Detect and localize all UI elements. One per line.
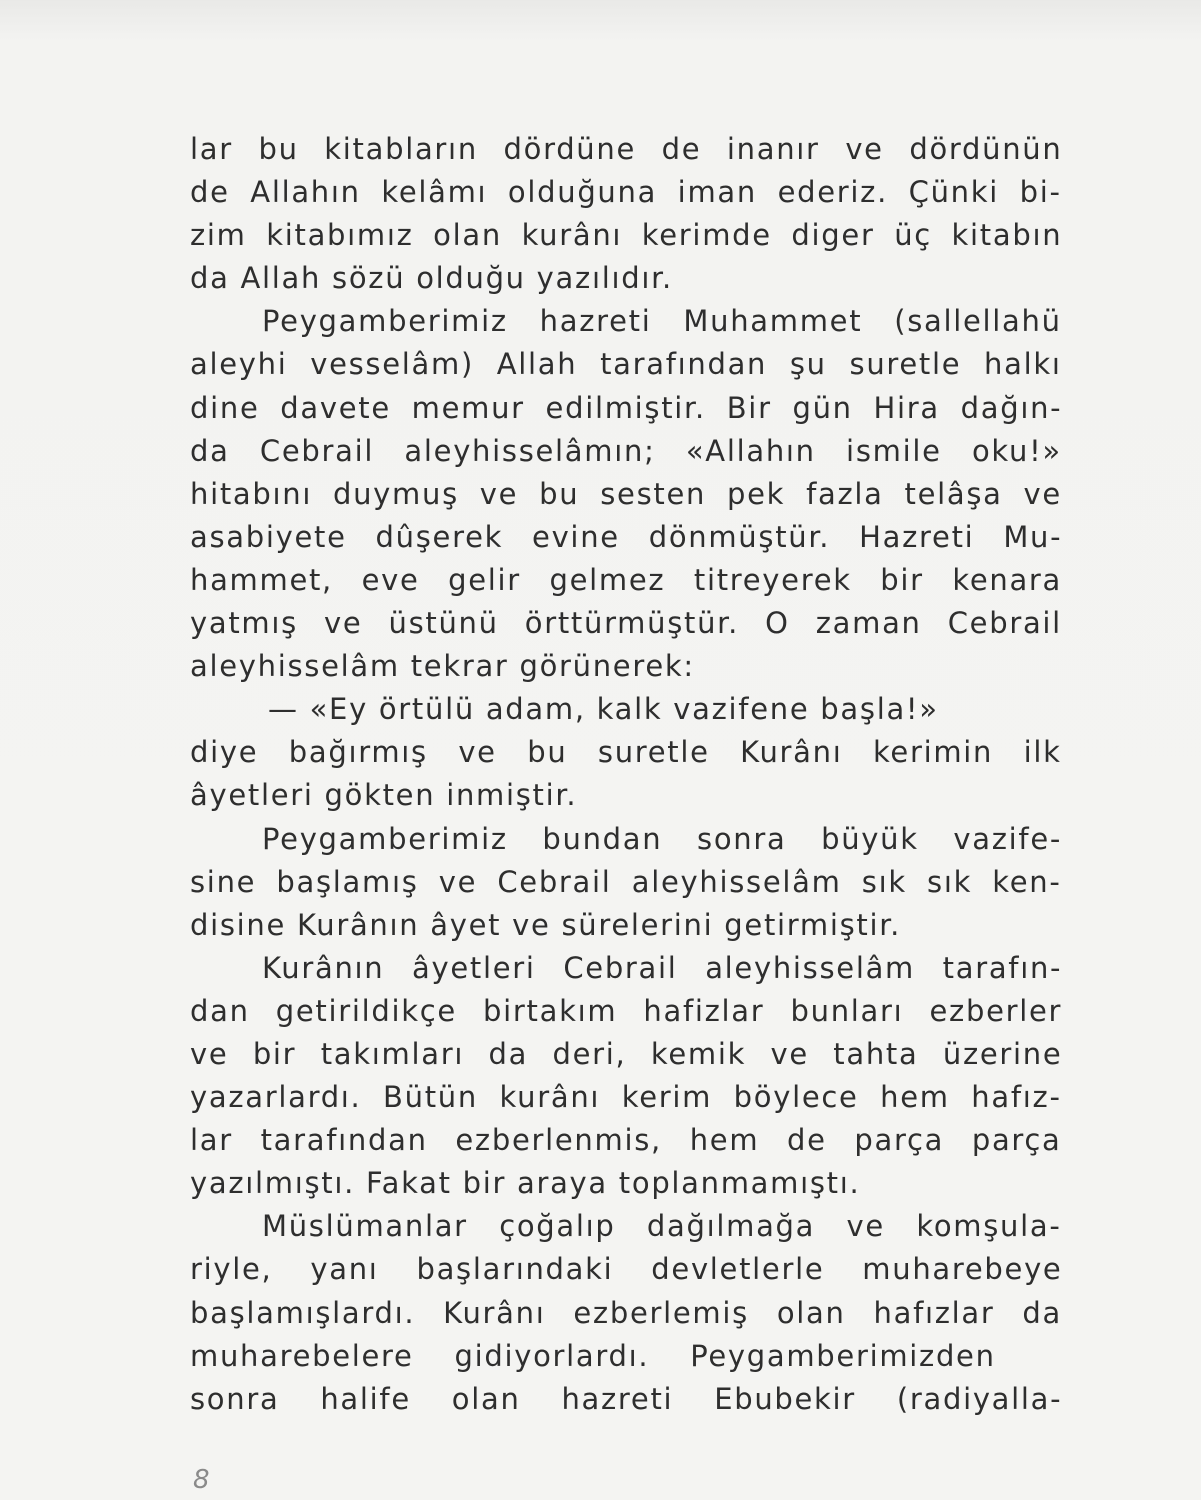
text-line: yatmış ve üstünü örttürmüştür. O zaman Cebrail [190, 606, 1062, 641]
text-line: hammet, eve gelir gelmez titreyerek bir kenara [190, 562, 1063, 597]
text-line: aleyhisselâm tekrar görünerek: [190, 649, 695, 684]
text-line: zim kitabımız olan kurânı kerimde diger üç kitabın [190, 218, 1063, 253]
text-line: lar tarafından ezberlenmis, hem de parça parça [190, 1123, 1062, 1158]
text-line: yazarlardı. Bütün kurânı kerim böylece hem hafız- [190, 1080, 1062, 1115]
text-line: — «Ey örtülü adam, kalk vazifene başla!» [268, 692, 939, 727]
text-line: disine Kurânın âyet ve sürelerini getirmiştir. [190, 907, 902, 942]
text-line: hitabını duymuş ve bu sesten pek fazla telâşa ve [190, 476, 1062, 511]
text-line: dan getirildikçe birtakım hafizlar bunları ezberler [190, 993, 1063, 1028]
text-line: dine davete memur edilmiştir. Bir gün Hira dağın- [190, 390, 1063, 425]
text-line: yazılmıştı. Fakat bir araya toplanmamıştı. [190, 1166, 861, 1201]
text-line: da Allah sözü olduğu yazılıdır. [190, 261, 673, 296]
text-line: ve bir takımları da deri, kemik ve tahta üzerine [190, 1036, 1063, 1071]
text-line: muharebelere gidiyorlardı. Peygamberimizden [190, 1338, 996, 1373]
page-number: 8 [193, 1465, 211, 1495]
text-line: sonra halife olan hazreti Ebubekir (radiyalla- [190, 1381, 1063, 1416]
body-text [190, 128, 1070, 1421]
text-line: Peygamberimiz hazreti Muhammet (sallellahü [262, 304, 1062, 339]
text-line: aleyhi vesselâm) Allah tarafından şu suretle halkı [190, 347, 1062, 382]
text-line: Kurânın âyetleri Cebrail aleyhisselâm tarafın- [262, 950, 1063, 985]
text-line: lar bu kitabların dördüne de inanır ve dördünün [190, 132, 1063, 166]
text-line: sine başlamış ve Cebrail aleyhisselâm sık sık ken- [190, 864, 1062, 899]
text-line: asabiyete dûşerek evine dönmüştür. Hazreti Mu- [190, 519, 1063, 554]
text-line: Müslümanlar çoğalıp dağılmağa ve komşula- [262, 1209, 1062, 1244]
text-line: Peygamberimiz bundan sonra büyük vazife- [262, 821, 1063, 856]
text-line: da Cebrail aleyhisselâmın; «Allahın ismile oku!» [190, 433, 1062, 468]
text-line: diye bağırmış ve bu suretle Kurânı kerimin ilk [190, 735, 1062, 770]
text-line: riyle, yanı başlarındaki devletlerle muharebeye [190, 1252, 1063, 1287]
text-line: âyetleri gökten inmiştir. [190, 778, 578, 813]
text-line: başlamışlardı. Kurânı ezberlemiş olan hafızlar da [190, 1295, 1063, 1330]
text-line: de Allahın kelâmı olduğuna iman ederiz. Çünki bi- [190, 175, 1062, 210]
